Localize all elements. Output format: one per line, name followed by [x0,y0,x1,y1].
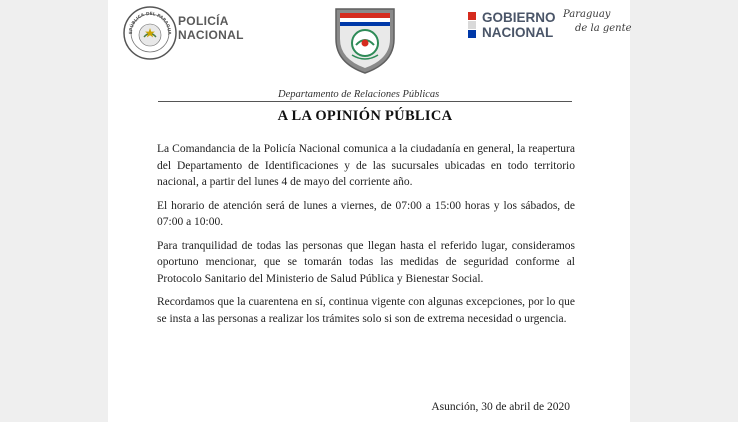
slogan [563,8,633,36]
department-name: Departamento de Relaciones Públicas [278,89,440,100]
government-line2: NACIONAL [482,25,554,40]
paragraph: El horario de atención será de lunes a viernes, de 07:00 a 15:00 horas y los sábados, de 07:00 a 10:00. [157,199,575,228]
slogan-line1: Paraguay [563,9,611,20]
police-name-line2: NACIONAL [178,28,244,42]
police-name-line1: POLICÍA [178,14,229,28]
document-page [108,0,630,422]
paragraph: Recordamos que la cuarentena en sí, continua vigente con algunas excepciones, por lo que se insta a las personas a realizar los trámites solo si son de extrema necesidad o urgencia. [157,296,575,325]
government-flag-icon [468,12,476,38]
slogan-line2: de la gente [575,23,632,34]
seal-text: EPÚBLICA DEL PARAGUA [128,11,172,35]
letterhead [108,0,630,80]
signature-date: Asunción, 30 de abril de 2020 [431,401,570,413]
police-badge-icon [332,3,398,75]
paragraph: Para tranquilidad de todas las personas que llegan hasta el referido lugar, consideramos oportuno mencionar, que se tomarán todas las medidas de seguridad conforme al Protocolo Sanitario del Ministerio de Salud Pública y Bienestar Social. [157,239,575,285]
paragraph: La Comandancia de la Policía Nacional comunica a la ciudadanía en general, la reapertura del Departamento de Identificaciones y de las sucursales ubicadas en todo territorio nacional, a partir del lunes 4 de mayo del corriente año. [157,143,575,188]
police-name [178,14,244,42]
government-name [482,10,556,40]
divider [158,101,572,102]
statement-body [157,141,575,334]
police-seal-icon [123,6,177,60]
page-title: A LA OPINIÓN PÚBLICA [277,108,453,124]
government-line1: GOBIERNO [482,10,556,25]
